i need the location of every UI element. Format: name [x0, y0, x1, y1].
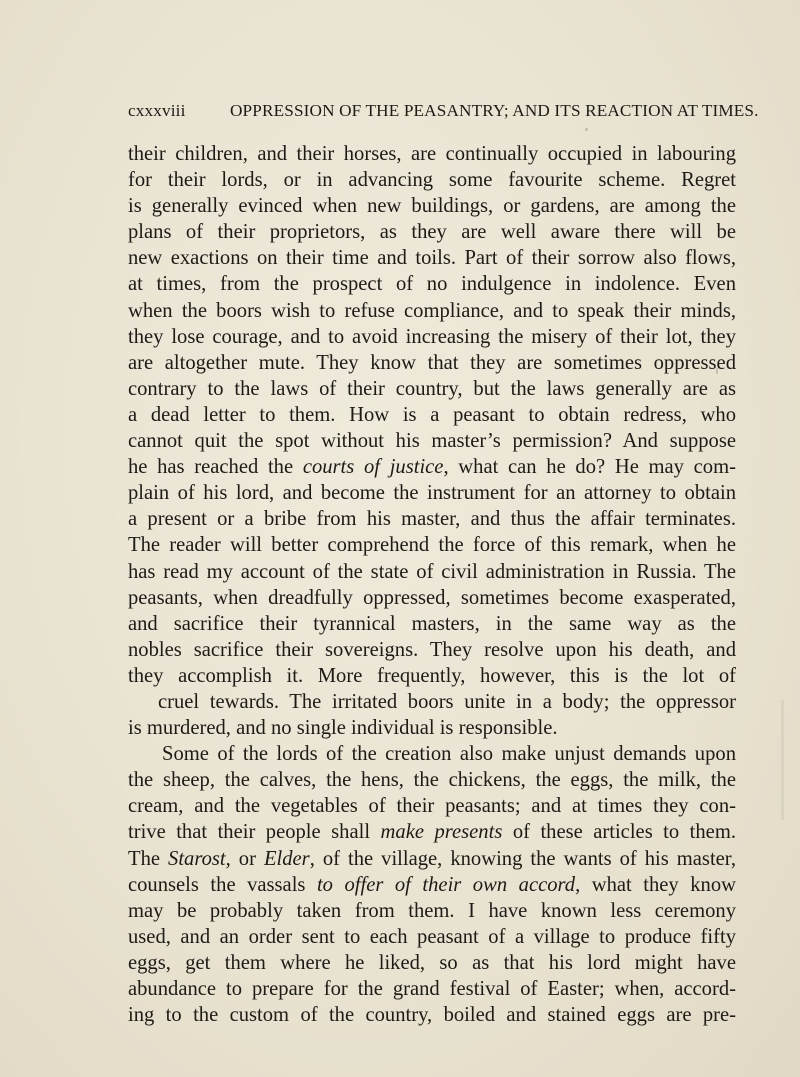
paper-blemish — [781, 700, 784, 820]
text-run: , what can he do? He may com- — [443, 456, 736, 479]
text-line: they lose courage, and to avoid increasing the misery of their lot, they — [128, 325, 736, 348]
text-line: and sacrifice their tyrannical masters, in the same way as the — [128, 612, 736, 635]
text-line: The reader will better comprehend the force of this remark, when he — [128, 534, 736, 557]
text-line: cannot quit the spot without his master’s permission? And suppose — [128, 430, 736, 453]
text-line — [128, 846, 736, 872]
text-line: a dead letter to them. How is a peasant to obtain redress, who — [128, 403, 736, 426]
italic-phrase: to offer of their own accord — [316, 873, 576, 896]
text-line: their children, and their horses, are continually occupied in labouring — [128, 143, 736, 165]
page-number: cxxxviii — [128, 101, 186, 120]
text-line: ing to the custom of the country, boiled and stained eggs are pre- — [128, 1004, 736, 1027]
text-line: eggs, get them where he liked, so as that his lord might have — [128, 951, 736, 974]
text-run: he has reached the — [128, 456, 294, 479]
text-run: counsels the vassals — [128, 873, 306, 896]
text-line: plans of their proprietors, as they are well aware there will be — [128, 221, 736, 244]
text-run: , or — [225, 847, 256, 870]
body-text — [128, 141, 736, 1028]
text-line: is murdered, and no single individual is responsible. — [128, 717, 558, 740]
text-line: at times, from the prospect of no indulgence in indolence. Even — [128, 273, 736, 296]
paragraph-first-line: Some of the lords of the creation also make unjust demands upon — [162, 743, 736, 766]
text-line: are altogether mute. They know that they are sometimes oppressed — [128, 351, 736, 374]
paper-blemish — [585, 128, 588, 131]
text-line: new exactions on their time and toils. Part of their sorrow also flows, — [128, 247, 736, 270]
text-line: plain of his lord, and become the instrument for an attorney to obtain — [128, 482, 736, 505]
text-line: cream, and the vegetables of their peasants; and at times they con- — [128, 795, 736, 818]
text-line: contrary to the laws of their country, but the laws generally are as — [128, 377, 736, 400]
italic-phrase: courts of justice — [302, 456, 444, 479]
running-title: OPPRESSION OF THE PEASANTRY; AND ITS REACTION AT TIMES. — [230, 101, 759, 120]
text-line: may be probably taken from them. I have known less ceremony — [128, 899, 736, 922]
text-line — [128, 872, 736, 898]
italic-term: Elder — [263, 847, 310, 870]
text-line — [128, 819, 736, 845]
text-line: cruel tewards. The irritated boors unite in a body; the oppressor — [158, 690, 736, 713]
text-line: peasants, when dreadfully oppressed, sometimes become exasperated, — [128, 586, 736, 609]
text-run: The — [128, 847, 161, 870]
text-line — [128, 454, 736, 480]
text-line: is generally evinced when new buildings, or gardens, are among the — [128, 195, 736, 218]
text-line: the sheep, the calves, the hens, the chickens, the eggs, the milk, the — [128, 769, 736, 792]
text-line: has read my account of the state of civil administration in Russia. The — [128, 560, 736, 583]
italic-phrase: make presents — [380, 821, 503, 844]
text-line: abundance to prepare for the grand festival of Easter; when, accord- — [128, 978, 736, 1000]
text-line: for their lords, or in advancing some favourite scheme. Regret — [128, 169, 736, 192]
text-run: , what they know — [575, 873, 736, 896]
text-line: a present or a bribe from his master, and thus the affair terminates. — [128, 508, 736, 531]
running-head — [128, 101, 759, 121]
text-run: , of the village, knowing the wants of his master, — [309, 847, 736, 870]
text-line: when the boors wish to refuse compliance, and to speak their minds, — [128, 299, 736, 322]
text-run: of these articles to them. — [512, 821, 736, 844]
text-line: used, and an order sent to each peasant of a village to produce fifty — [128, 925, 736, 948]
text-line: nobles sacrifice their sovereigns. They resolve upon his death, and — [128, 638, 736, 661]
text-run: trive that their people shall — [128, 821, 371, 844]
italic-term: Starost — [168, 847, 226, 870]
text-line: they accomplish it. More frequently, however, this is the lot of — [128, 664, 736, 687]
